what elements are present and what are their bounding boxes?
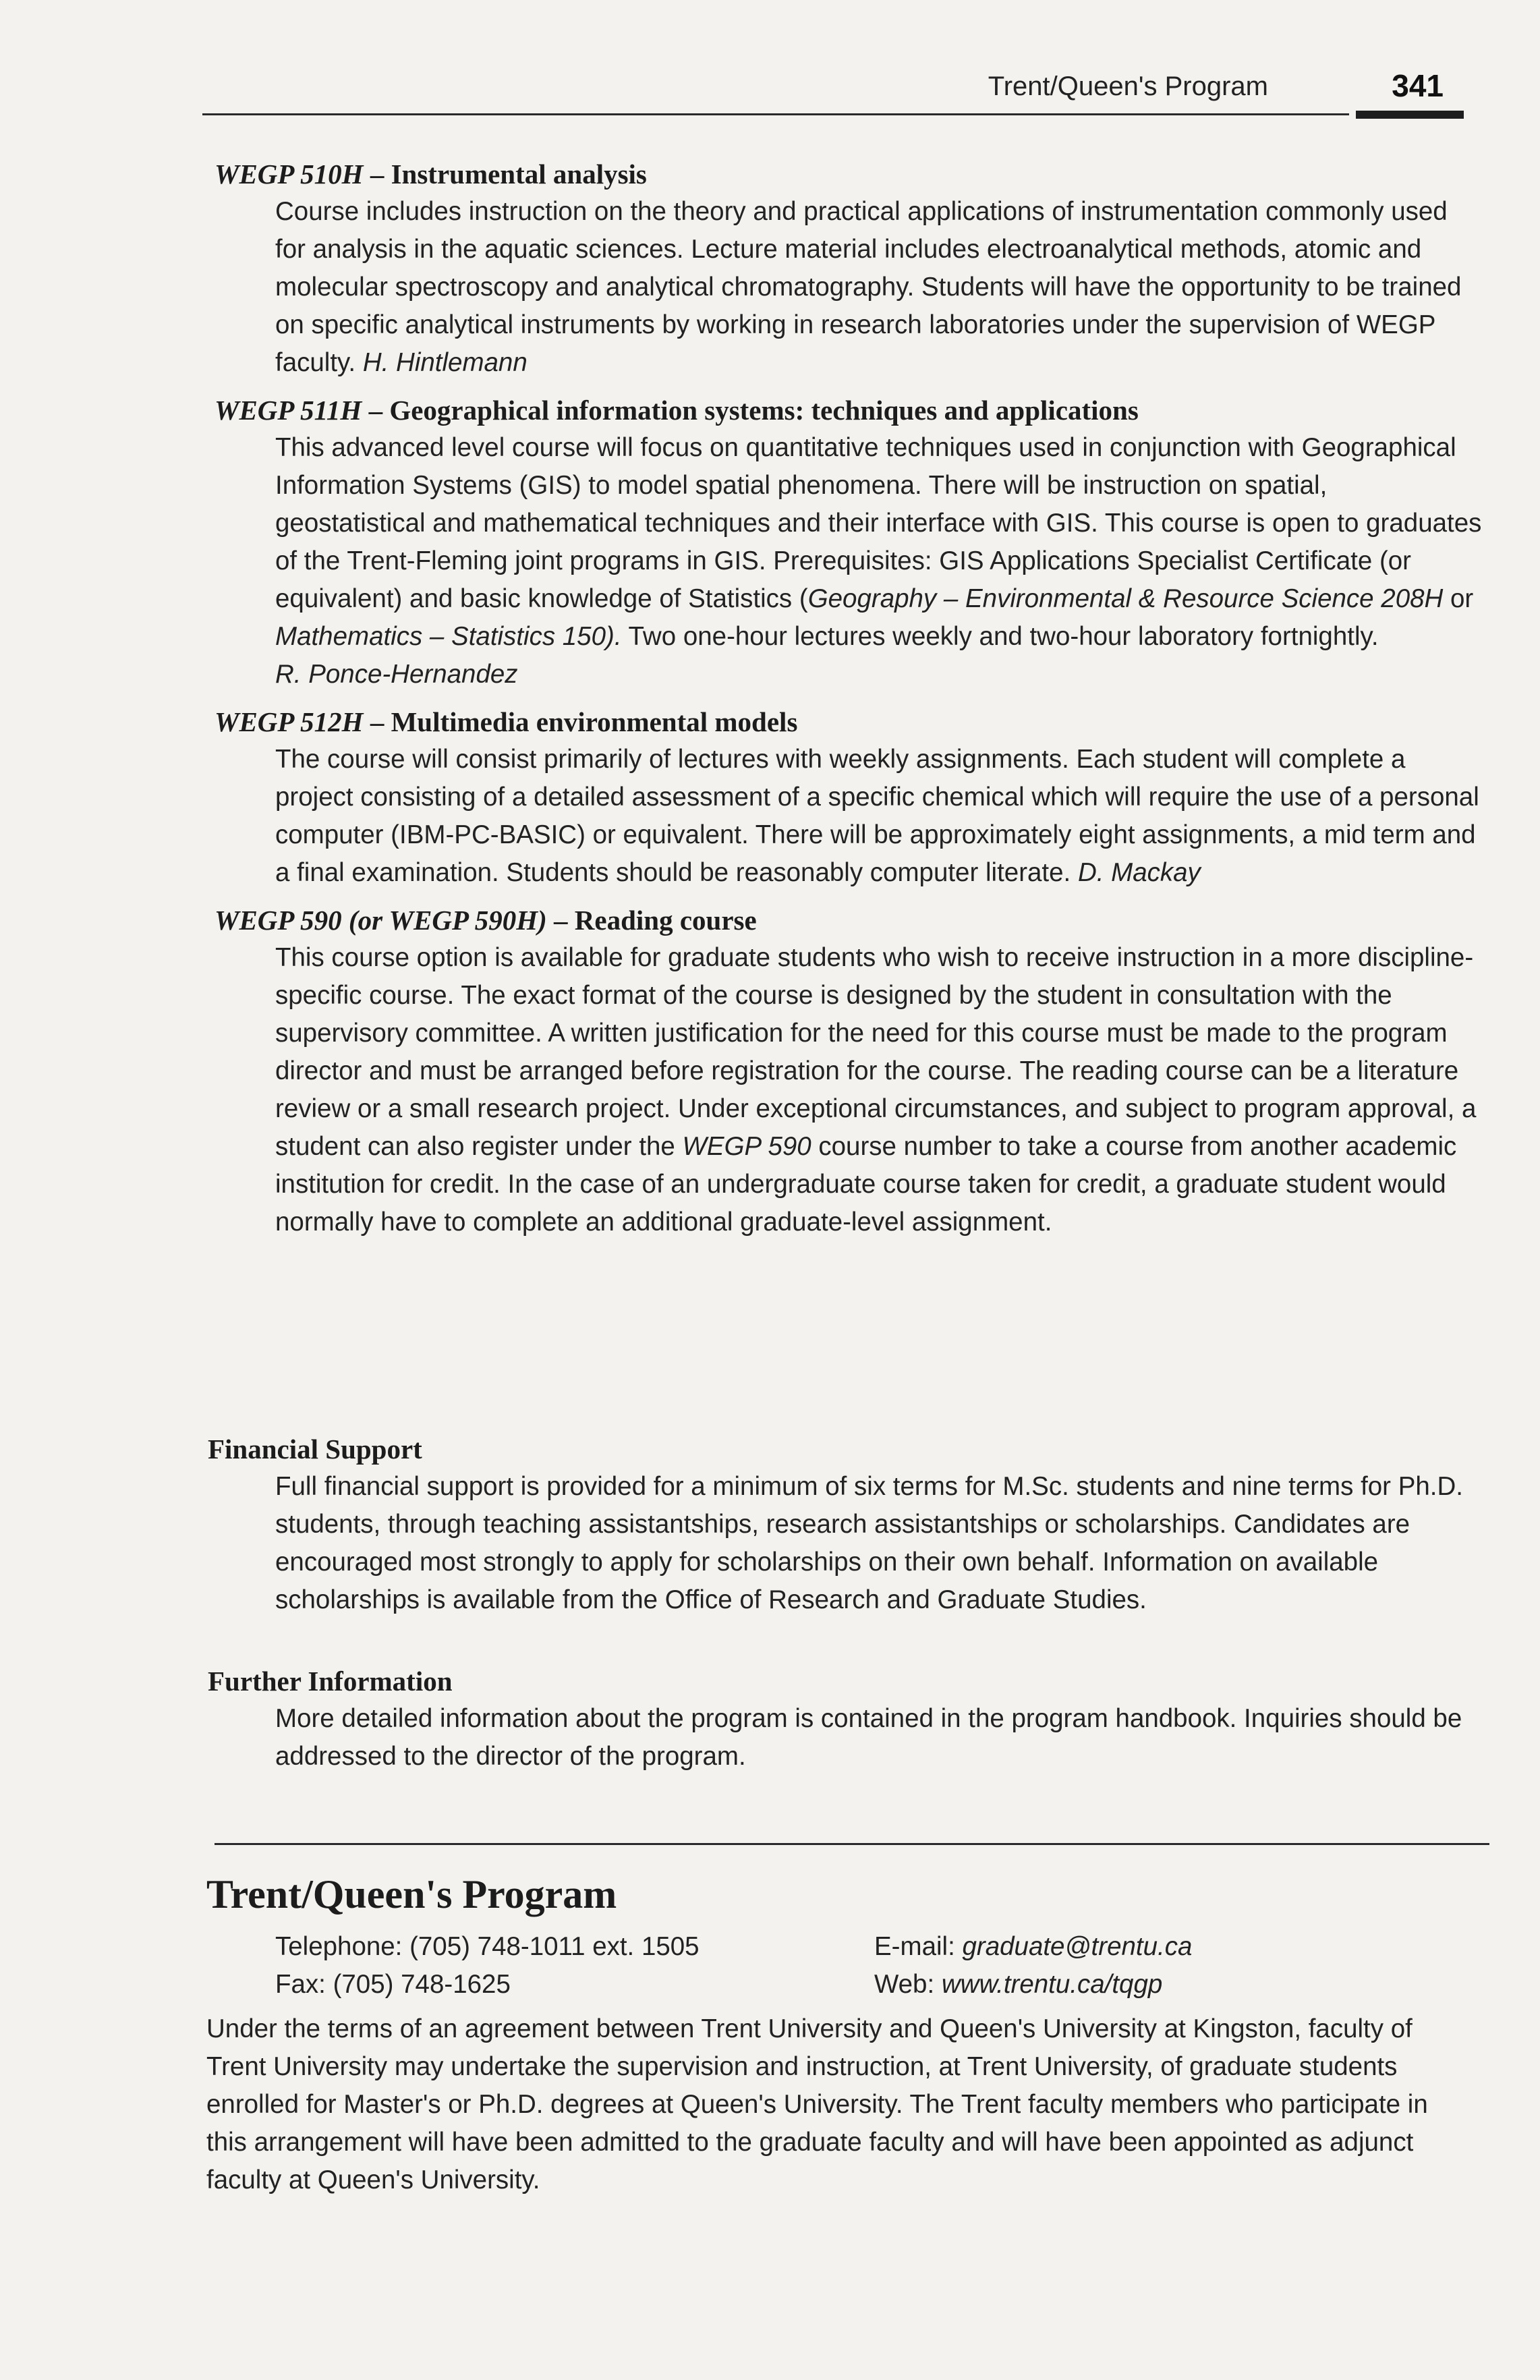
section-divider: [215, 1843, 1489, 1845]
section-body: More detailed information about the program is contained in the program handbook. Inquiries should be addressed to the director of the program.: [275, 1704, 1462, 1771]
course-instructor: R. Ponce-Hernandez: [275, 660, 518, 689]
program-intro: Under the terms of an agreement between Trent University and Queen's University at Kingston, faculty of Trent University may undertake the supervision and instruction, at Trent University, of graduate students enrolled for Master's or Ph.D. degrees at Queen's University. The Trent faculty members who participate in this arrangement will have been admitted to the graduate faculty and will have been appointed as adjunct faculty at Queen's University.: [206, 2014, 1428, 2194]
web-label: Web:: [874, 1970, 942, 1999]
course-description-text: course number to take a course from another academic institution for credit. In the case of an undergraduate course taken for credit, a graduate student would normally have to complete an additional graduate-level assignment.: [275, 1132, 1457, 1237]
running-header: [202, 67, 1471, 108]
contact-row: [275, 1966, 1476, 2004]
header-rule: [202, 113, 1349, 115]
section-heading: Further Information: [208, 1666, 453, 1697]
course-title: Geographical information systems: techniques and applications: [389, 395, 1139, 426]
course-heading: WEGP 511H – Geographical information systems: techniques and applications: [215, 395, 1139, 426]
course-title: Instrumental analysis: [391, 159, 647, 190]
further-information-section: [208, 1662, 1476, 1776]
course-description-text: The course will consist primarily of lectures with weekly assignments. Each student will complete a project consisting of a detailed assessment of a specific chemical which will require the use of a personal computer (IBM-PC-BASIC) or equivalent. There will be approximately eight assignments, a mid term and a final examination. Students should be reasonably computer literate.: [275, 745, 1479, 887]
course-entry: [215, 703, 1483, 892]
financial-support-section: [208, 1430, 1476, 1619]
course-code: WEGP 510H: [215, 159, 364, 190]
course-heading: WEGP 510H – Instrumental analysis: [215, 159, 647, 190]
course-reference: Mathematics – Statistics 150).: [275, 622, 622, 651]
section-body: Full financial support is provided for a minimum of six terms for M.Sc. students and nine terms for Ph.D. students, through teaching assistantships, research assistantships or scholarships. Candidates are encouraged most strongly to apply for scholarships on their own behalf. Information on available scholarships is available from the Office of Research and Graduate Studies.: [275, 1472, 1463, 1614]
program-title: Trent/Queen's Program: [206, 1872, 617, 1917]
web-link[interactable]: www.trentu.ca/tqgp: [941, 1970, 1163, 1999]
course-description: [275, 429, 1483, 693]
course-description-text: or: [1443, 584, 1474, 613]
course-description-text: Two one-hour lectures weekly and two-hour laboratory fortnightly.: [621, 622, 1379, 651]
telephone: Telephone: (705) 748-1011 ext. 1505: [275, 1932, 700, 1961]
course-heading: WEGP 512H – Multimedia environmental models: [215, 706, 798, 737]
course-title: Reading course: [574, 905, 757, 936]
course-title: Multimedia environmental models: [391, 706, 798, 737]
web: [874, 1966, 1162, 2004]
section-heading: Financial Support: [208, 1434, 422, 1465]
course-entry: [215, 901, 1483, 1241]
course-reference: Geography – Environmental & Resource Science 208H: [807, 584, 1444, 613]
email: [874, 1928, 1192, 1966]
course-description: [275, 741, 1483, 892]
running-title: Trent/Queen's Program: [988, 72, 1268, 101]
course-entry: [215, 391, 1483, 693]
course-description-text: Course includes instruction on the theory and practical applications of instrumentation commonly used for analysis in the aquatic sciences. Lecture material includes electroanalytical methods, atomic and molecular spectroscopy and analytical chromatography. Students will have the opportunity to be trained on specific analytical instruments by working in research laboratories under the supervision of WEGP faculty.: [275, 197, 1462, 377]
course-heading: WEGP 590 (or WEGP 590H) – Reading course: [215, 905, 757, 936]
contact-row: [275, 1928, 1476, 1966]
fax: Fax: (705) 748-1625: [275, 1970, 511, 1999]
email-link[interactable]: graduate@trentu.ca: [962, 1932, 1193, 1961]
course-instructor: H. Hintlemann: [362, 348, 527, 377]
page-number: 341: [1392, 68, 1444, 103]
course-description-text: This advanced level course will focus on quantitative techniques used in conjunction with Geographical Information Systems (GIS) to model spatial phenomena. There will be instruction on spatial, geostatistical and mathematical techniques and their interface with GIS. This course is open to graduates of the Trent-Fleming joint programs in GIS. Prerequisites: GIS Applications Specialist Certificate (or equivalent) and basic knowledge of Statistics (: [275, 433, 1482, 613]
course-instructor: D. Mackay: [1077, 858, 1201, 887]
course-code: WEGP 590 (or WEGP 590H): [215, 905, 547, 936]
course-description-text: This course option is available for graduate students who wish to receive instruction in a more discipline-specific course. The exact format of the course is designed by the student in consultation with the supervisory committee. A written justification for the need for this course must be made to the program director and must be arranged before registration for the course. The reading course can be a literature review or a small research project. Under exceptional circumstances, and subject to program approval, a student can also register under the: [275, 943, 1477, 1161]
contact-block: [275, 1928, 1476, 2004]
course-description: [275, 939, 1483, 1241]
course-reference: WEGP 590: [682, 1132, 811, 1161]
course-list: [215, 155, 1483, 1251]
course-code: WEGP 512H: [215, 706, 364, 737]
course-description: [275, 193, 1483, 382]
header-bar: [1356, 111, 1464, 119]
course-entry: [215, 155, 1483, 382]
email-label: E-mail:: [874, 1932, 963, 1961]
course-code: WEGP 511H: [215, 395, 362, 426]
